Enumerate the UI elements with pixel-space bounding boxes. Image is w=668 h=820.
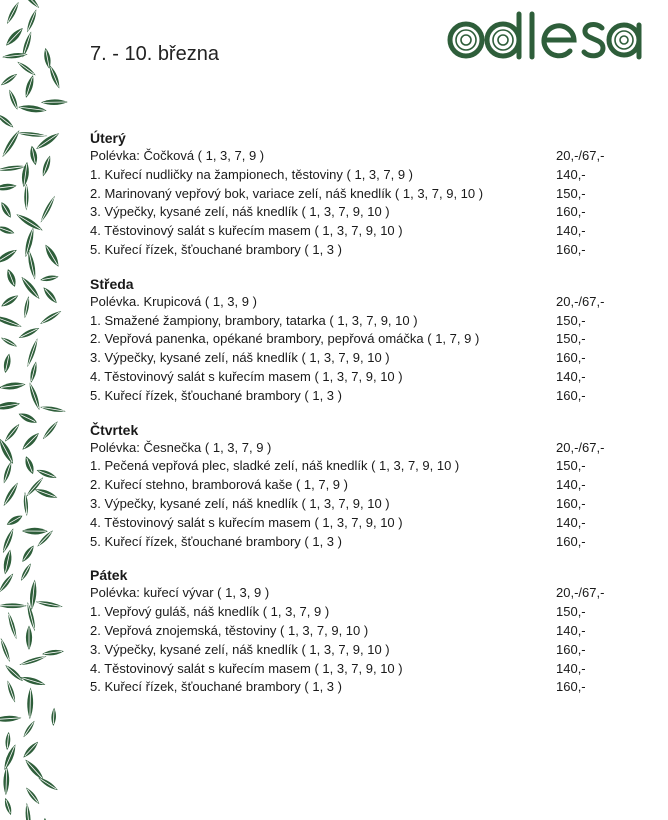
menu-item-text: 3. Výpečky, kysané zelí, náš knedlík ( 1, 3, 7, 9, 10 ) xyxy=(90,641,390,657)
menu-item-price: 150,- xyxy=(556,458,586,474)
menu-row xyxy=(90,147,630,166)
menu-item-price: 160,- xyxy=(556,241,586,257)
menu-row xyxy=(90,495,630,514)
date-range-heading: 7. - 10. března xyxy=(90,43,219,65)
menu-item-price: 150,- xyxy=(556,185,586,201)
menu-row xyxy=(90,533,630,552)
menu-item-price: 160,- xyxy=(556,495,586,511)
menu-item-text: 5. Kuřecí řízek, šťouchané brambory ( 1, 3 ) xyxy=(90,679,342,695)
day-heading: Úterý xyxy=(90,130,126,146)
menu-item-text: 3. Výpečky, kysané zelí, náš knedlík ( 1, 3, 7, 9, 10 ) xyxy=(90,495,390,511)
menu-item-price: 150,- xyxy=(556,312,586,328)
day-section-ctvrtek xyxy=(90,421,630,552)
menu-item-text: 2. Vepřová znojemská, těstoviny ( 1, 3, 7, 9, 10 ) xyxy=(90,622,369,638)
menu-row xyxy=(90,514,630,533)
menu-item-price: 20,-/67,- xyxy=(556,293,605,309)
menu-row xyxy=(90,349,630,368)
menu-item-text: 4. Těstovinový salát s kuřecím masem ( 1, 3, 7, 9, 10 ) xyxy=(90,223,403,239)
menu-item-price: 140,- xyxy=(556,166,586,182)
menu-item-price: 140,- xyxy=(556,660,586,676)
menu-item-price: 140,- xyxy=(556,477,586,493)
menu-item-text: 5. Kuřecí řízek, šťouchané brambory ( 1, 3 ) xyxy=(90,241,342,257)
menu-row xyxy=(90,203,630,222)
menu-item-text: 2. Marinovaný vepřový bok, variace zelí, náš knedlík ( 1, 3, 7, 9, 10 ) xyxy=(90,185,484,201)
menu-item-text: 3. Výpečky, kysané zelí, náš knedlík ( 1, 3, 7, 9, 10 ) xyxy=(90,204,390,220)
menu-item-text: Polévka. Krupicová ( 1, 3, 9 ) xyxy=(90,293,257,309)
menu-row xyxy=(90,241,630,260)
menu-item-price: 160,- xyxy=(556,533,586,549)
menu-item-price: 160,- xyxy=(556,350,586,366)
menu-row xyxy=(90,439,630,458)
menu-row xyxy=(90,641,630,660)
menu-row xyxy=(90,166,630,185)
menu-row xyxy=(90,185,630,204)
menu-item-price: 20,-/67,- xyxy=(556,439,605,455)
menu-row xyxy=(90,622,630,641)
menu-item-price: 140,- xyxy=(556,368,586,384)
day-heading: Čtvrtek xyxy=(90,421,139,438)
menu-item-text: 5. Kuřecí řízek, šťouchané brambory ( 1, 3 ) xyxy=(90,533,342,549)
menu-row xyxy=(90,312,630,331)
day-section-patek xyxy=(90,566,630,697)
menu-item-text: 4. Těstovinový salát s kuřecím masem ( 1, 3, 7, 9, 10 ) xyxy=(90,514,403,530)
menu-row xyxy=(90,457,630,476)
leaf-pattern-icon xyxy=(0,0,70,820)
menu-item-price: 140,- xyxy=(556,223,586,239)
menu-row xyxy=(90,387,630,406)
leaf-border-decoration xyxy=(0,0,70,820)
menu-item-text: 1. Kuřecí nudličky na žampionech, těstoviny ( 1, 3, 7, 9 ) xyxy=(90,166,413,182)
day-section-utery xyxy=(90,129,630,260)
day-heading: Středa xyxy=(90,275,134,292)
menu-item-text: 4. Těstovinový salát s kuřecím masem ( 1, 3, 7, 9, 10 ) xyxy=(90,660,403,676)
menu-item-price: 20,-/67,- xyxy=(556,585,605,601)
menu-row xyxy=(90,368,630,387)
menu-item-text: 4. Těstovinový salát s kuřecím masem ( 1, 3, 7, 9, 10 ) xyxy=(90,368,403,384)
menu-item-text: 5. Kuřecí řízek, šťouchané brambory ( 1, 3 ) xyxy=(90,387,342,403)
menu-item-price: 140,- xyxy=(556,514,586,530)
menu-item-text: 1. Vepřový guláš, náš knedlík ( 1, 3, 7, 9 ) xyxy=(90,604,330,620)
menu-item-text: 1. Pečená vepřová plec, sladké zelí, náš knedlík ( 1, 3, 7, 9, 10 ) xyxy=(90,458,460,474)
weekly-menu xyxy=(90,129,630,712)
menu-row xyxy=(90,293,630,312)
menu-row xyxy=(90,222,630,241)
menu-row xyxy=(90,476,630,495)
menu-row xyxy=(90,660,630,679)
menu-item-text: Polévka: Česnečka ( 1, 3, 7, 9 ) xyxy=(90,439,272,455)
odlesa-logo xyxy=(444,10,644,62)
menu-item-price: 20,-/67,- xyxy=(556,148,605,163)
day-heading: Pátek xyxy=(90,567,128,584)
menu-item-text: 2. Vepřová panenka, opékané brambory, pepřová omáčka ( 1, 7, 9 ) xyxy=(90,331,480,347)
day-section-streda xyxy=(90,275,630,406)
menu-item-price: 160,- xyxy=(556,679,586,695)
menu-row xyxy=(90,330,630,349)
menu-item-price: 160,- xyxy=(556,641,586,657)
menu-item-text: 1. Smažené žampiony, brambory, tatarka ( 1, 3, 7, 9, 10 ) xyxy=(90,312,418,328)
menu-item-text: Polévka: kuřecí vývar ( 1, 3, 9 ) xyxy=(90,585,270,601)
menu-item-text: Polévka: Čočková ( 1, 3, 7, 9 ) xyxy=(90,148,265,163)
menu-item-text: 2. Kuřecí stehno, bramborová kaše ( 1, 7, 9 ) xyxy=(90,477,348,493)
menu-row xyxy=(90,584,630,603)
menu-item-price: 150,- xyxy=(556,331,586,347)
menu-item-price: 160,- xyxy=(556,204,586,220)
menu-row xyxy=(90,603,630,622)
menu-item-text: 3. Výpečky, kysané zelí, náš knedlík ( 1, 3, 7, 9, 10 ) xyxy=(90,350,390,366)
menu-row xyxy=(90,678,630,697)
menu-item-price: 150,- xyxy=(556,604,586,620)
menu-item-price: 160,- xyxy=(556,387,586,403)
menu-item-price: 140,- xyxy=(556,622,586,638)
